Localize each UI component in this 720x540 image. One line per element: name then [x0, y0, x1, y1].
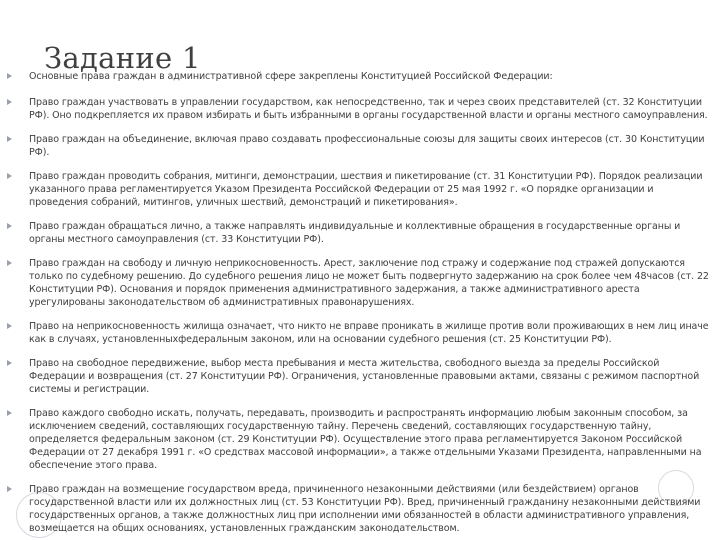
triangle-bullet-icon	[7, 173, 12, 179]
bullet-item	[0, 133, 720, 159]
bullet-text: Право граждан на свободу и личную неприкосновенность. Арест, заключение под стражу и содержание под стражей допускаются только по судебному решению. До судебного решения лицо не может быть подвергнуто задержанию на срок более чем 48часов (ст. 22 Конституции РФ). Основания и порядок применения административного задержания, а также административного ареста урегулированы законодательством об административных правонарушениях.	[29, 258, 709, 308]
bullet-text: Право на неприкосновенность жилища означает, что никто не вправе проникать в жилище против воли проживающих в нем лиц иначе как в случаях, установленныхфедеральным законом, или на основании судебного решения (ст. 25 Конституции РФ).	[29, 321, 709, 345]
bullet-list	[0, 70, 720, 535]
bullet-item	[0, 96, 720, 122]
bullet-text: Право граждан на объединение, включая право создавать профессиональные союзы для защиты своих интересов (ст. 30 Конституции РФ).	[29, 134, 705, 158]
triangle-bullet-icon	[7, 410, 12, 416]
slide-title: Задание 1	[44, 41, 201, 76]
bullet-item	[0, 170, 720, 209]
bullet-text: Право граждан на возмещение государством вреда, причиненного незаконными действиями (или бездействием) органов государственной власти или их должностных лиц (ст. 53 Конституции РФ). Вред, причиненный гражданину незаконными действиями государственных органов, а также должностных лиц при исполнении ими обязанностей в области административного управления, возмещается на общих основаниях, установленных гражданским законодательством.	[29, 484, 701, 534]
bullet-item	[0, 257, 720, 309]
bullet-text: Право на свободное передвижение, выбор места пребывания и места жительства, свободного выезда за пределы Российской Федерации и возвращения (ст. 27 Конституции РФ). Ограничения, установленные правовыми актами, связаны с режимом паспортной системы и регистрации.	[29, 358, 700, 395]
bullet-item	[0, 70, 720, 83]
bullet-text: Право граждан обращаться лично, а также направлять индивидуальные и коллективные обращения в государственные органы и органы местного самоуправления (ст. 33 Конституции РФ).	[29, 221, 681, 245]
triangle-bullet-icon	[7, 260, 12, 266]
bullet-item	[0, 407, 720, 472]
bullet-text: Право каждого свободно искать, получать, передавать, производить и распространять информацию любым законным способом, за исключением сведений, составляющих государственную тайну. Перечень сведений, составляющих государственную тайну, определяется федеральным законом (ст. 29 Конституции РФ). Осуществление этого права регламентируется Законом Российской Федерации от 27 декабря 1991 г. «О средствах массовой информации», а также отдельными Указами Президента, направленными на обеспечение этого права.	[29, 408, 702, 471]
bullet-item	[0, 320, 720, 346]
triangle-bullet-icon	[7, 223, 12, 229]
triangle-bullet-icon	[7, 99, 12, 105]
bullet-item	[0, 220, 720, 246]
triangle-bullet-icon	[7, 360, 12, 366]
triangle-bullet-icon	[7, 323, 12, 329]
triangle-bullet-icon	[7, 136, 12, 142]
triangle-bullet-icon	[7, 486, 12, 492]
bullet-text: Право граждан проводить собрания, митинги, демонстрации, шествия и пикетирование (ст. 31 Конституции РФ). Порядок реализации указанного права регламентируется Указом Президента Российской Федерации от 25 мая 1992 г. «О порядке организации и проведения собраний, митингов, уличных шествий, демонстраций и пикетирования».	[29, 171, 703, 208]
bullet-text: Право граждан участвовать в управлении государством, как непосредственно, так и через своих представителей (ст. 32 Конституции РФ). Оно подкрепляется их правом избирать и быть избранными в органы государственной власти и органы местного самоуправления.	[29, 97, 708, 121]
bullet-item	[0, 357, 720, 396]
bullet-item	[0, 483, 720, 535]
triangle-bullet-icon	[7, 73, 12, 79]
bullet-text: Основные права граждан в административной сфере закреплены Конституцией Российской Федерации:	[29, 71, 553, 82]
